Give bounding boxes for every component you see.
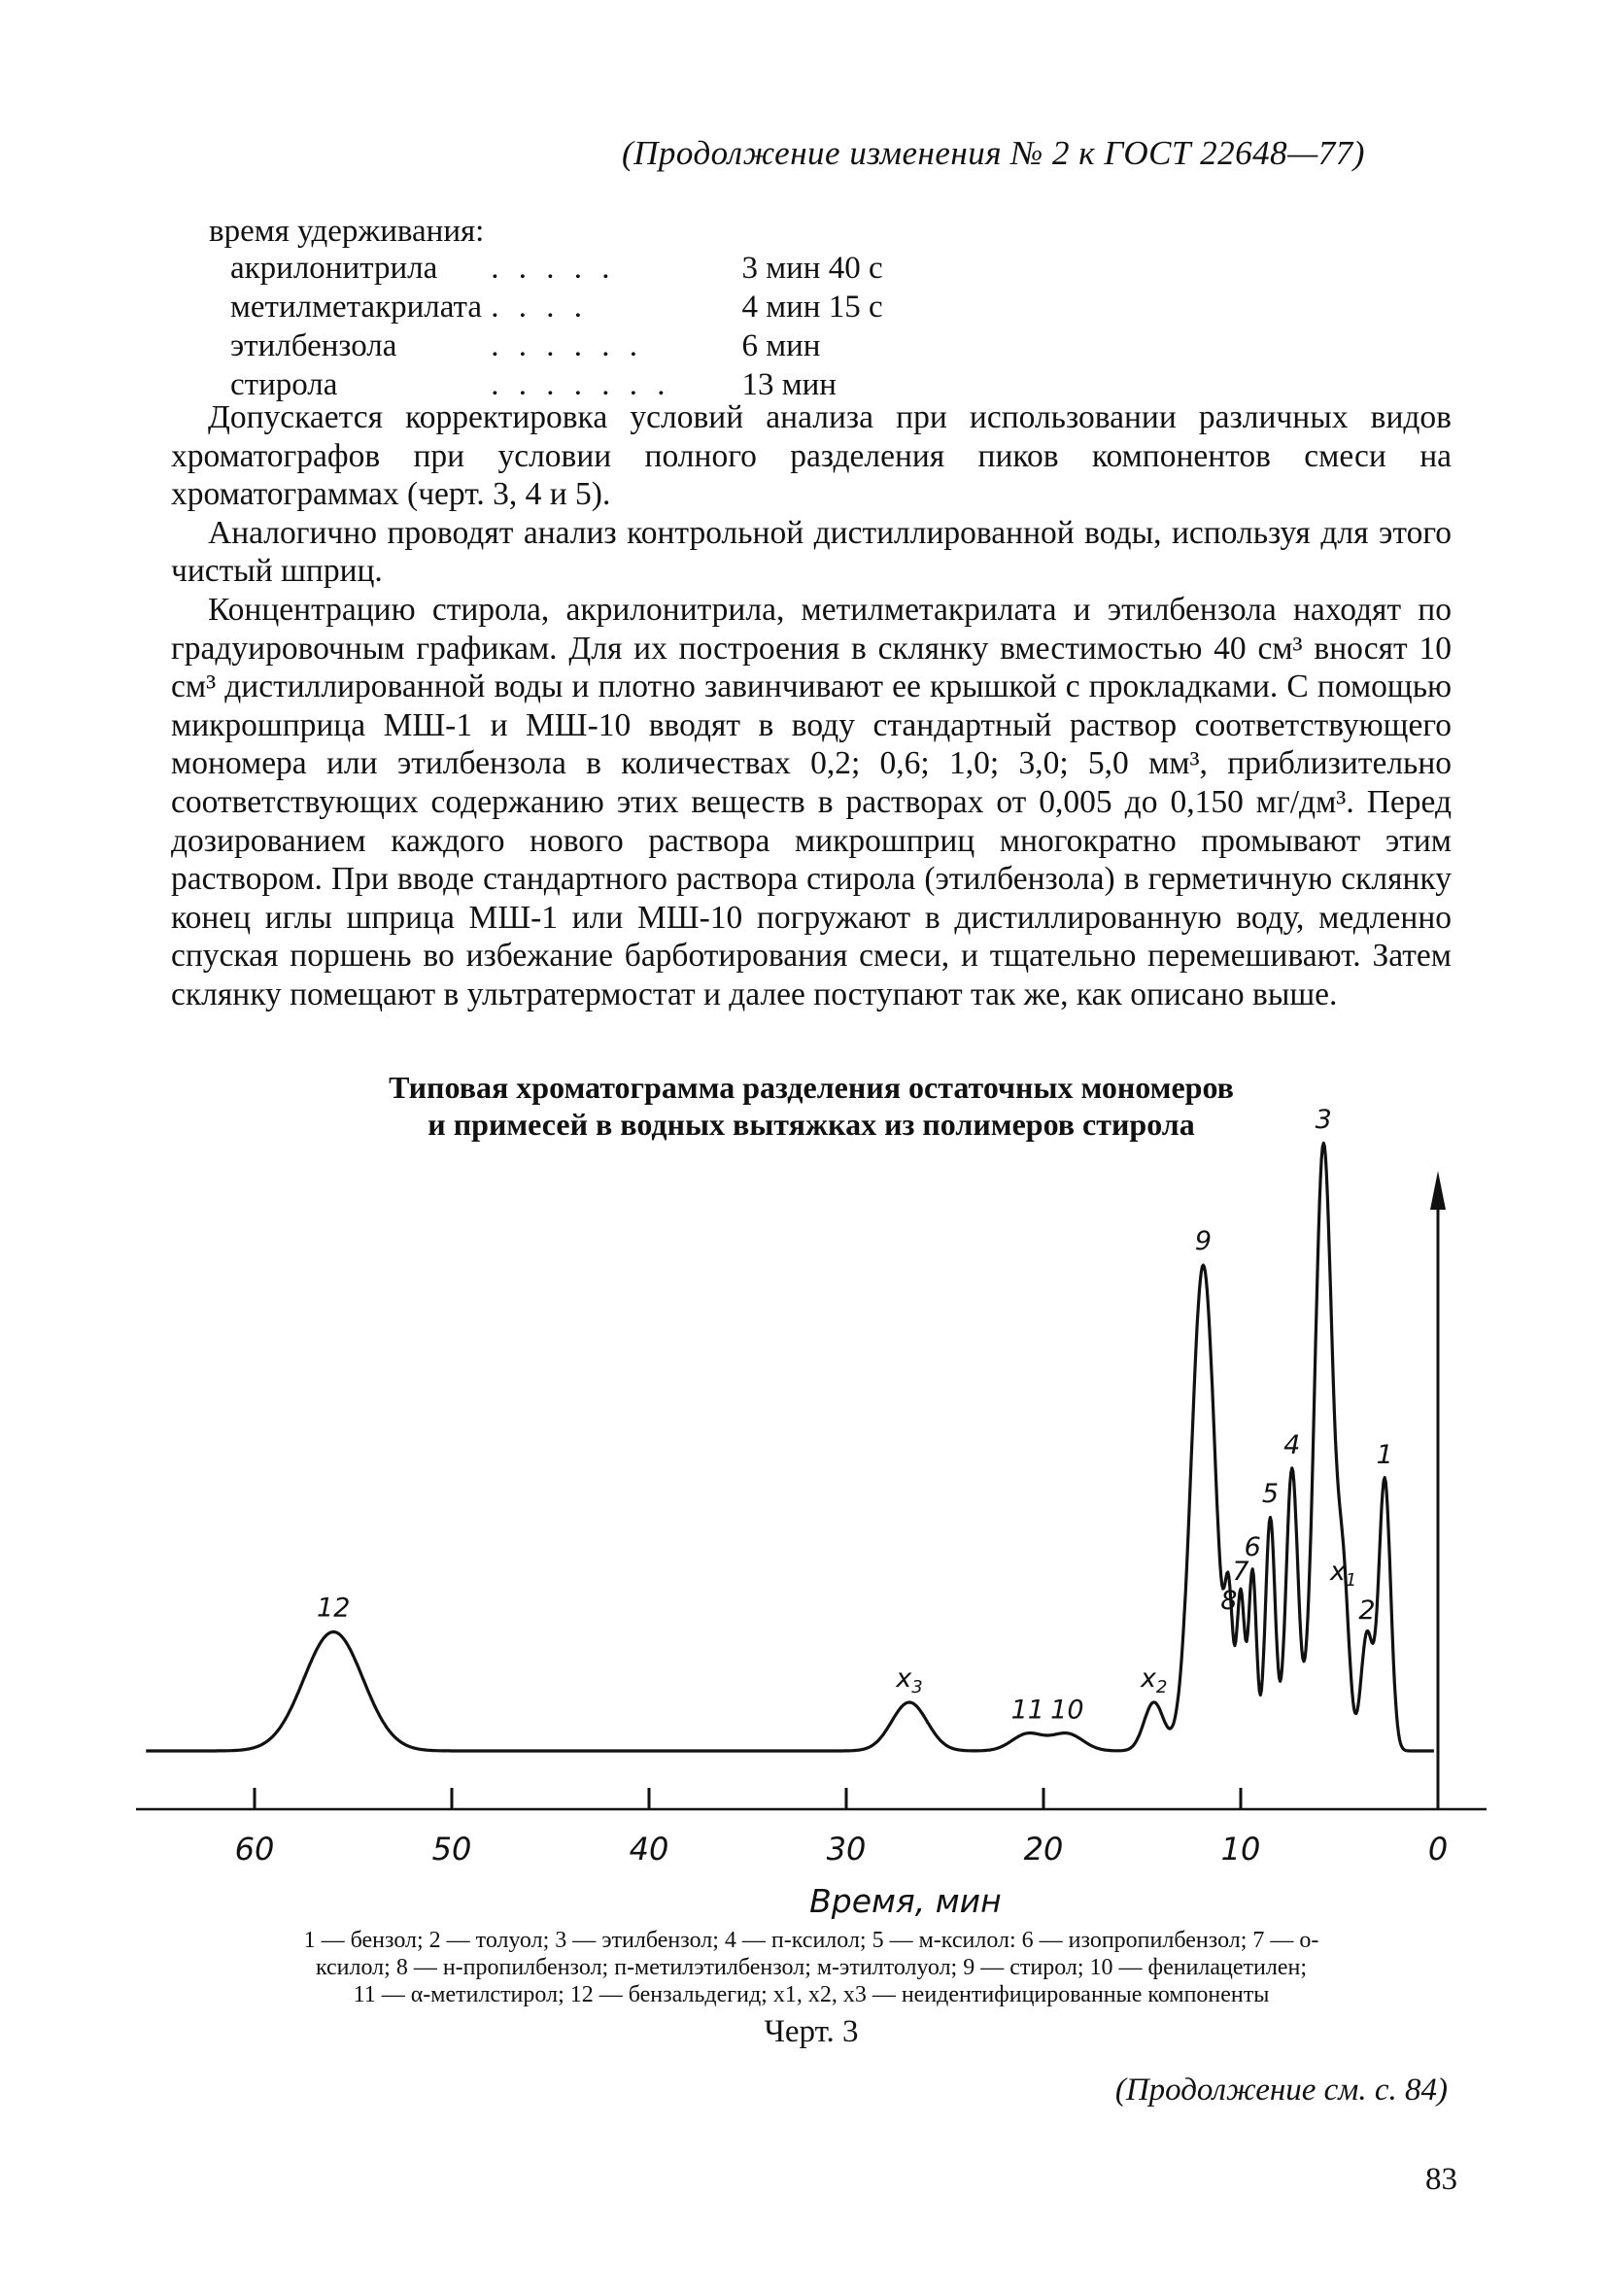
peak-label: 4 [1283,1430,1301,1460]
retention-dots: . . . . . . . [491,367,671,402]
figure-title-line: и примесей в водных вытяжках из полимеров стирола [427,1107,1195,1142]
x-tick-label: 30 [826,1831,867,1868]
retention-name: этилбензола [230,328,397,363]
retention-dots: . . . . . [491,251,616,286]
peak-label: 8 [1220,1586,1238,1616]
peak-label: 1 [1376,1440,1393,1470]
retention-dots: . . . . [491,290,588,325]
peak-label-subscript: 3 [911,1677,923,1697]
x-tick-label: 0 [1427,1831,1449,1868]
x-tick-label: 60 [234,1831,275,1868]
retention-dots: . . . . . . [491,328,643,363]
peak-label-subscript: 2 [1155,1677,1168,1697]
figure-caption [171,1927,1452,2008]
x-tick-label: 10 [1220,1831,1261,1868]
retention-row [230,251,883,290]
caption-line: 1 — бензол; 2 — толуол; 3 — этилбензол; 4 — п-ксилол; 5 — м-ксилол: 6 — изопропилбензол; 7 — о- [303,1928,1319,1953]
y-axis-arrow [1430,1171,1446,1210]
peak-label: 7 [1232,1557,1249,1587]
peak-label: 5 [1261,1479,1280,1509]
body-text [171,398,1452,1014]
x-tick-label: 40 [629,1831,669,1868]
continued-note: (Продолжение см. с. 84) [1114,2073,1448,2108]
signal-line [146,1143,1434,1751]
retention-name: акрилонитрила [230,251,438,286]
caption-line: ксилол; 8 — н-пропилбензол; п-метилэтилбензол; м-этилтолуол; 9 — стирол; 10 — фенилацетилен; [315,1955,1308,1980]
peak-label: 6 [1244,1532,1261,1562]
retention-times [209,214,484,256]
peak-label: 10 [1050,1695,1084,1726]
retention-value: 3 мин 40 с [741,251,883,286]
retention-row [230,328,820,367]
retention-value: 13 мин [741,367,837,402]
peak-label: $x_1$ [1329,1557,1357,1591]
paragraph: Допускается корректировка условий анализа при использовании различных видов хроматографов при условии полного разделения пиков компонентов смеси на хроматограммах (черт. 3, 4 и 5). [171,399,1452,513]
x-tick-label: 50 [431,1831,472,1868]
retention-value: 6 мин [741,328,821,363]
retention-name: стирола [230,367,338,402]
chart-number: Черт. 3 [764,2014,859,2049]
retention-title: время удерживания: [209,214,485,249]
retention-row [230,290,883,328]
x-tick-label: 20 [1023,1831,1064,1868]
page-number: 83 [1425,2162,1457,2197]
peak-label: $x_2$ [1140,1663,1168,1697]
peak-label: 11 [1010,1695,1044,1726]
figure-title-line: Типовая хроматограмма разделения остаточных мономеров [389,1070,1234,1105]
retention-value: 4 мин 15 с [741,290,883,325]
paragraph: Концентрацию стирола, акрилонитрила, метилметакрилата и этилбензола находят по градуировочным графикам. Для их построения в склянку вместимостью 40 см³ вносят 10 см³ дистиллированной воды и плотно завинчивают ее крышкой с прокладками. С помощью микрошприца МШ-1 и МШ-10 вводят в воду стандартный раствор соответствующего мономера или этилбензола в количествах 0,2; 0,6; 1,0; 3,0; 5,0 мм³, приблизительно соответствующих содержанию этих веществ в растворах от 0,005 до 0,150 мг/дм³. Перед дозированием каждого нового раствора микрошприц многократно промывают этим раствором. При вводе стандартного раствора стирола (этилбензола) в герметичную склянку конец иглы шприца МШ-1 или МШ-10 погружают в дистиллированную воду, медленно спуская поршень во избежание барботирования смеси, и тщательно перемешивают. Затем склянку помещают в ультратермостат и далее поступают так же, как описано выше. [171,591,1452,1012]
caption-line: 11 — α-метилстирол; 12 — бензальдегид; x1, x2, x3 — неидентифицированные компоненты [353,1982,1270,2007]
peak-label: 2 [1358,1595,1376,1626]
peak-label: 3 [1315,1105,1332,1135]
paragraph: Аналогично проводят анализ контрольной дистиллированной воды, используя для этого чистый шприц. [171,514,1452,590]
x-axis-title: Время, мин [809,1882,1002,1920]
figure-title [171,1069,1452,1143]
peak-label: 9 [1194,1226,1213,1256]
document-header: (Продолжение изменения № 2 к ГОСТ 22648—77) [622,134,1365,172]
retention-name: метилметакрилата [230,290,483,325]
peak-label-subscript: 1 [1345,1570,1357,1591]
peak-label: 12 [317,1593,351,1624]
peak-label: $x_3$ [896,1663,923,1697]
